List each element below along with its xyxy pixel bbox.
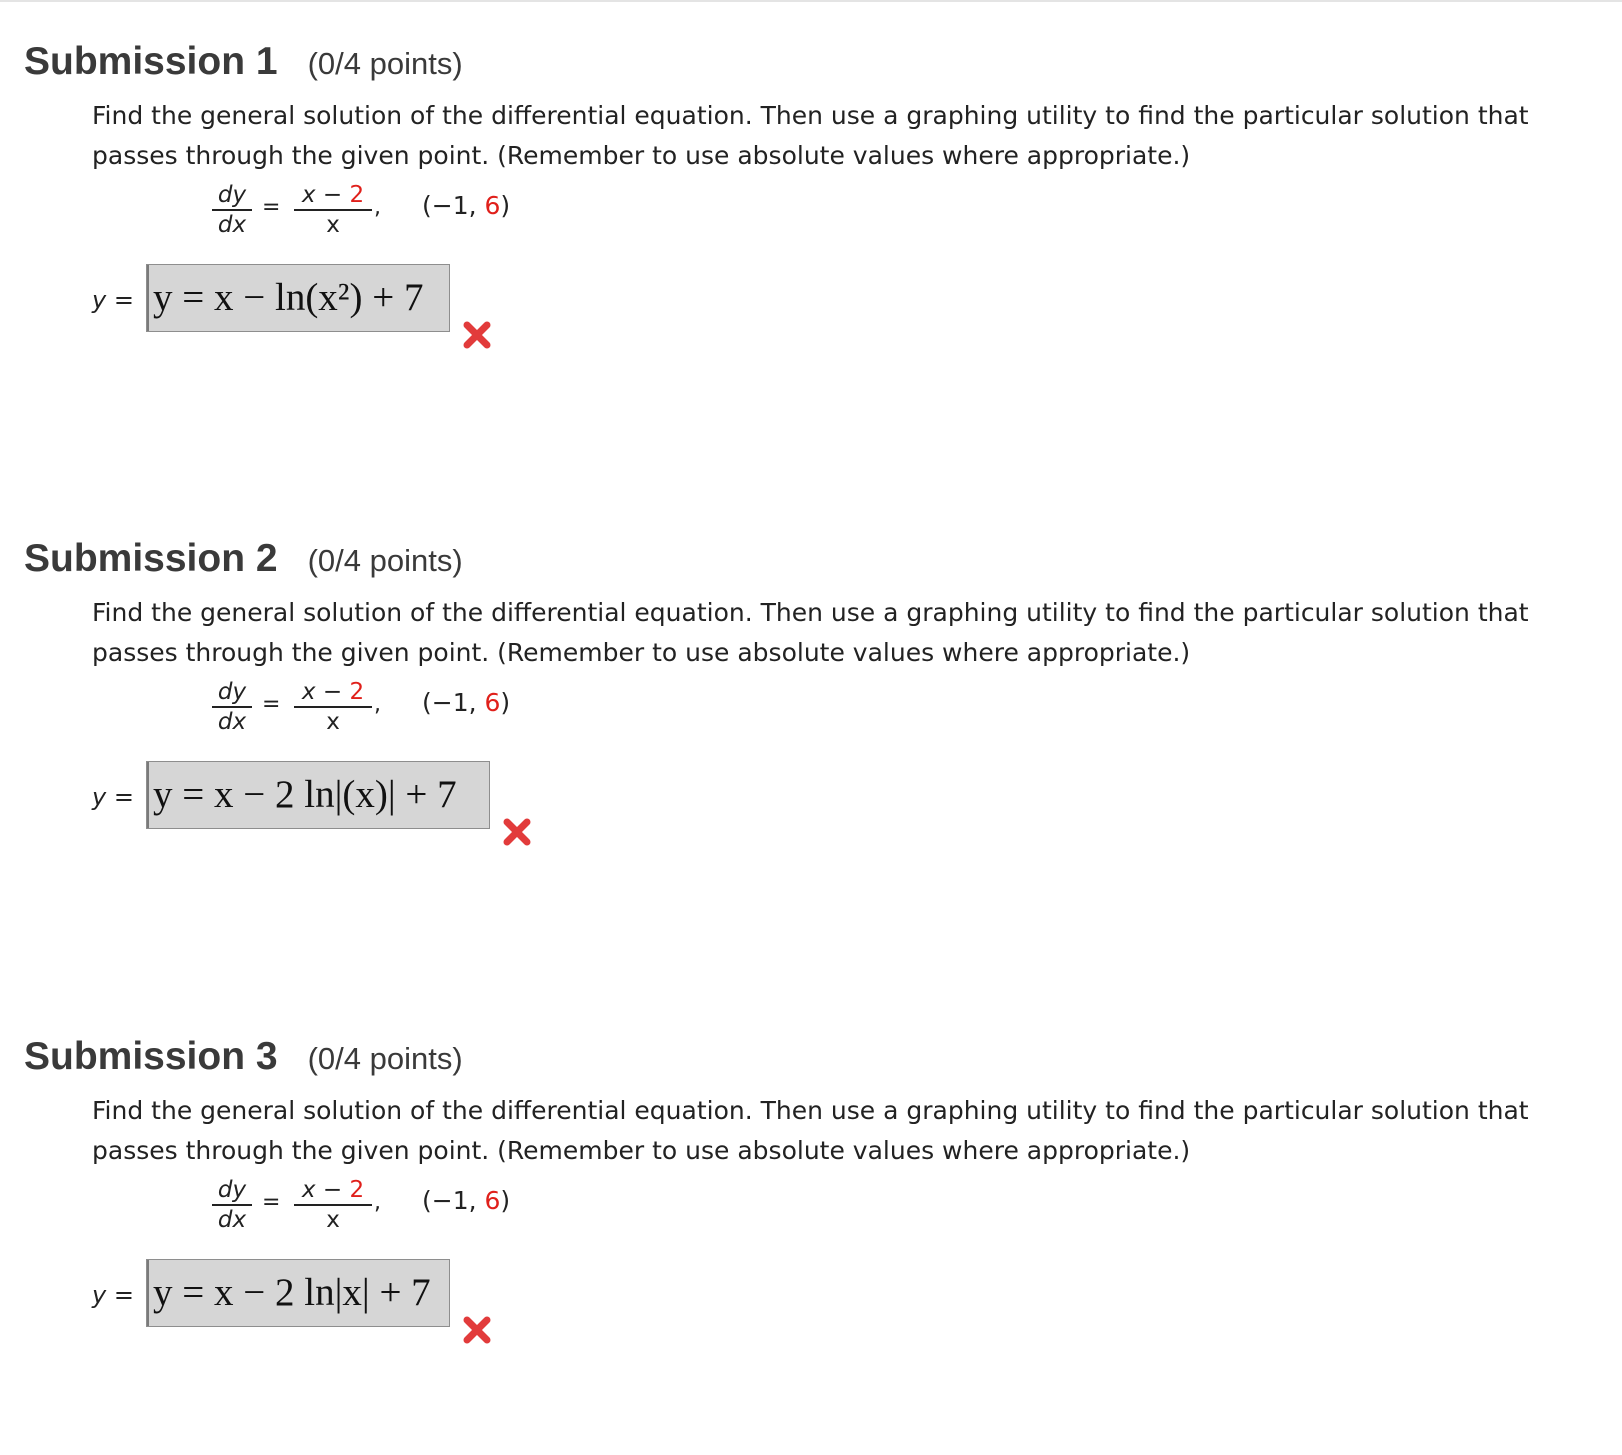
submission-points: (0/4 points)	[307, 543, 463, 578]
submission-title: Submission 1	[24, 40, 278, 83]
question-text: Find the general solution of the differential equation. Then use a graphing utility to find the particular solution that passes through the given point. (Remember to use absolute values where appropriate.)	[92, 1096, 1529, 1165]
answer-field[interactable]	[146, 264, 450, 332]
equation-comma: ,	[374, 195, 381, 220]
incorrect-x-icon	[460, 1313, 494, 1347]
submission-points: (0/4 points)	[307, 46, 463, 81]
numerator-variable: x	[301, 1177, 316, 1203]
numerator-constant: 2	[349, 182, 365, 208]
fraction-denominator: x	[326, 1207, 340, 1233]
numerator-operator: −	[315, 1177, 350, 1203]
equals-sign: =	[262, 195, 281, 220]
equation-comma: ,	[374, 692, 381, 717]
answer-cursor	[147, 762, 149, 828]
answer-label-variable: y	[92, 1281, 107, 1309]
point-open: (−1,	[422, 191, 485, 220]
question-text: Find the general solution of the differential equation. Then use a graphing utility to find the particular solution that passes through the given point. (Remember to use absolute values where appropriate.)	[92, 101, 1529, 170]
fraction-denominator: dx	[217, 212, 247, 238]
numerator-constant: 2	[349, 1177, 365, 1203]
fraction-numerator: dy	[217, 1177, 247, 1203]
answer-label-equals: =	[106, 783, 134, 811]
numerator-operator: −	[315, 679, 350, 705]
point-y-value: 6	[484, 688, 501, 717]
incorrect-x-icon	[460, 318, 494, 352]
fraction-denominator: dx	[217, 709, 247, 735]
fraction-denominator: x	[326, 709, 340, 735]
given-point	[422, 688, 510, 717]
rhs-fraction	[294, 1176, 372, 1234]
equation-comma: ,	[374, 1190, 381, 1215]
fraction-numerator: dy	[217, 679, 247, 705]
submission-header	[24, 537, 463, 581]
dy-dx-fraction	[212, 181, 252, 239]
equals-sign: =	[262, 1190, 281, 1215]
point-open: (−1,	[422, 1186, 485, 1215]
incorrect-x-icon	[500, 815, 534, 849]
given-point	[422, 1186, 510, 1215]
answer-value: y = x − 2 ln|x| + 7	[153, 1271, 431, 1314]
answer-label-variable: y	[92, 783, 107, 811]
point-open: (−1,	[422, 688, 485, 717]
fraction-numerator: dy	[217, 182, 247, 208]
top-divider	[0, 0, 1622, 2]
answer-cursor	[147, 1260, 149, 1326]
numerator-variable: x	[301, 679, 316, 705]
submission-points: (0/4 points)	[307, 1041, 463, 1076]
answer-label	[92, 783, 134, 811]
point-y-value: 6	[484, 191, 501, 220]
numerator-constant: 2	[349, 679, 365, 705]
answer-label-equals: =	[106, 1281, 134, 1309]
answer-field[interactable]	[146, 761, 490, 829]
submission-header	[24, 1035, 463, 1079]
submission-3	[0, 1035, 1622, 1455]
fraction-denominator: dx	[217, 1207, 247, 1233]
numerator-operator: −	[315, 182, 350, 208]
answer-field[interactable]	[146, 1259, 450, 1327]
rhs-fraction	[294, 181, 372, 239]
answer-label	[92, 286, 134, 314]
submission-title: Submission 2	[24, 537, 278, 580]
answer-value: y = x − 2 ln|(x)| + 7	[153, 773, 457, 816]
submission-header	[24, 40, 463, 84]
fraction-denominator: x	[326, 212, 340, 238]
fraction-numerator	[294, 181, 372, 209]
equals-sign: =	[262, 692, 281, 717]
fraction-numerator	[294, 1176, 372, 1204]
submission-2	[0, 537, 1622, 957]
answer-label	[92, 1281, 134, 1309]
point-close: )	[500, 191, 511, 220]
point-y-value: 6	[484, 1186, 501, 1215]
dy-dx-fraction	[212, 678, 252, 736]
numerator-variable: x	[301, 182, 316, 208]
answer-value: y = x − ln(x²) + 7	[153, 276, 424, 319]
question-text: Find the general solution of the differential equation. Then use a graphing utility to find the particular solution that passes through the given point. (Remember to use absolute values where appropriate.)	[92, 598, 1529, 667]
answer-label-equals: =	[106, 286, 134, 314]
given-point	[422, 191, 510, 220]
point-close: )	[500, 1186, 511, 1215]
answer-cursor	[147, 265, 149, 331]
fraction-numerator	[294, 678, 372, 706]
submission-title: Submission 3	[24, 1035, 278, 1078]
submission-1	[0, 40, 1622, 460]
dy-dx-fraction	[212, 1176, 252, 1234]
rhs-fraction	[294, 678, 372, 736]
point-close: )	[500, 688, 511, 717]
answer-label-variable: y	[92, 286, 107, 314]
